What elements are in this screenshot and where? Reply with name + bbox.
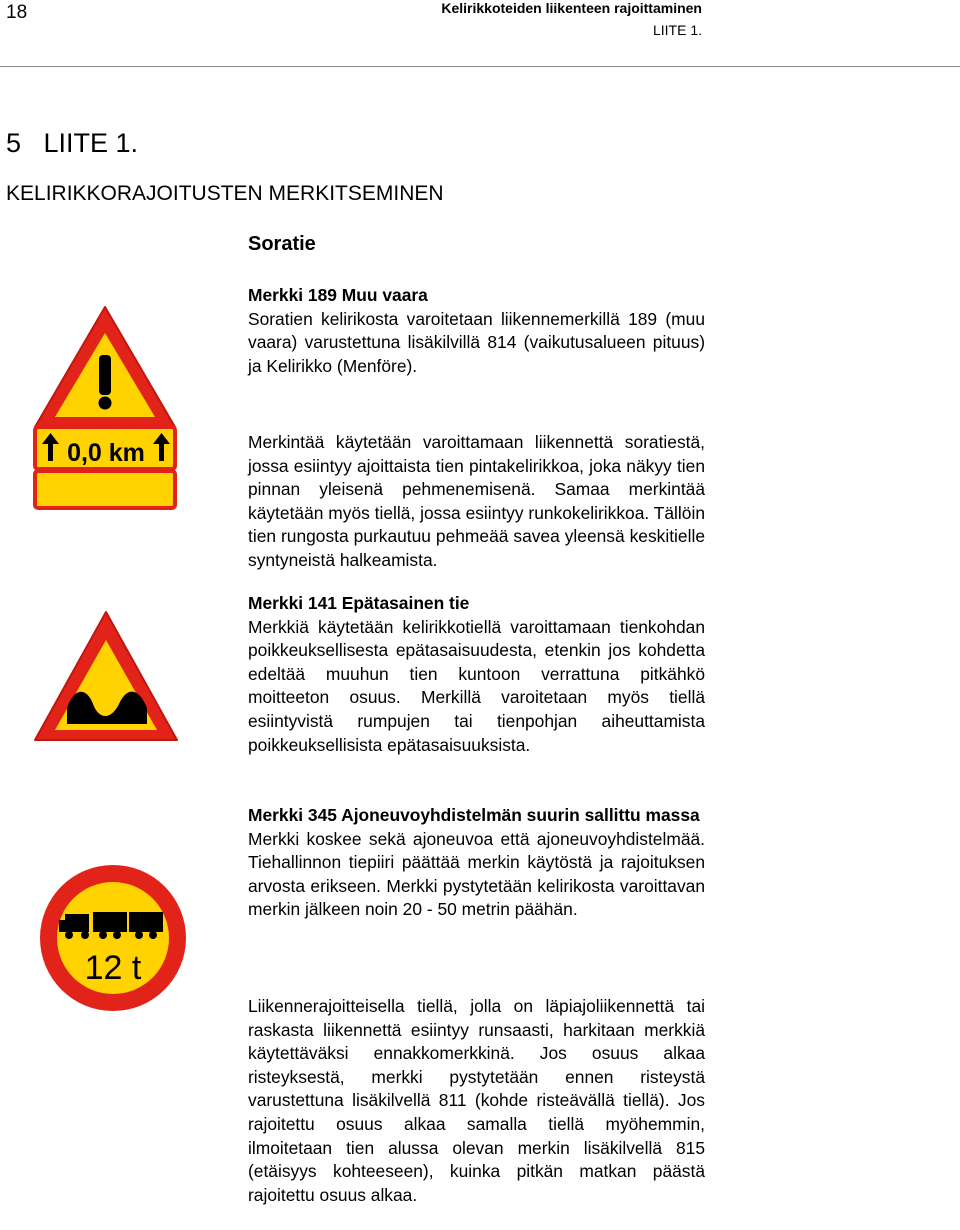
closing-paragraph: Liikennerajoitteisella tiellä, jolla on läpiajoliikennettä tai raskasta liikennettä esiintyy runsaasti, harkitaan merkkiä käytettäväksi ennakkomerkkinä. Jos osuus alkaa risteyksestä, merkki pystytetään ennen risteystä varustettuna lisäkilvellä 811 (kohde risteävällä tiellä). Jos rajoitettu osuus alkaa samalla tiellä myöhemmin, ilmoitetaan tien alussa olevan merkin lisäkilvellä 815 (etäisyys kohteeseen), kuinka pitkän matkan päästä rajoitettu osuus alkaa. [248, 996, 705, 1205]
header-divider [0, 66, 960, 67]
sign-141-body: Merkkiä käytetään kelirikkotiellä varoittamaan tienkohdan poikkeuksellisesta epätasaisuudesta, etenkin jos kohdetta edeltää muuhun tien kuntoon verrattuna pitkähkö moitteeton osuus. Merkillä varoitetaan myös tiellä esiintyvistä rumpujen tai tienpohjan aiheuttamista poikkeuksellisista epätasaisuuksista. [248, 616, 705, 755]
chapter-heading: 5 LIITE 1. [6, 128, 139, 158]
truck-combination-weight-sign-icon [37, 862, 189, 1014]
sign-189-usage [248, 431, 705, 573]
sign-189-section [248, 284, 705, 378]
sign-345-section [248, 804, 705, 922]
plate-distance-text: 0,0 km [67, 439, 145, 467]
sign-345-body: Merkki koskee sekä ajoneuvoa että ajoneuvoyhdistelmää. Tiehallinnon tiepiiri päättää merkin käytöstä ja rajoituksen arvosta erikseen. Merkki pystytetään kelirikosta varoittavan merkin jälkeen noin 20 - 50 metrin päähän. [248, 828, 705, 920]
subsection-title: Soratie [248, 233, 316, 255]
sign-189-usage-body: Merkintää käytetään varoittamaan liikennettä soratiestä, jossa esiintyy ajoittaista tien pintakelirikkoa, joka näkyy tien pinnan yleisenä pehmenemisenä. Samaa merkintää käytetään myös tiellä, jossa esiintyy runkokelirikkoa. Tällöin tien rungosta purkautuu pehmeää savea yleensä keskitielle syntyneistä halkeamista. [248, 432, 705, 570]
page-number: 18 [6, 2, 28, 23]
closing-section [248, 995, 705, 1207]
weight-limit-text: 12 t [84, 949, 142, 987]
uneven-road-sign-icon [31, 608, 181, 744]
running-header-title: Kelirikkoteiden liikenteen rajoittaminen [441, 0, 702, 16]
danger-exclamation-sign-icon [31, 303, 179, 511]
sign-189-body: Soratien kelirikosta varoitetaan liikennemerkillä 189 (muu vaara) varustettuna lisäkilvillä 814 (vaikutusalueen pituus) ja Kelirikko (Menföre). [248, 308, 705, 376]
sign-141-heading: Merkki 141 Epätasainen tie [248, 593, 470, 613]
sign-141-section [248, 592, 705, 757]
running-header-appendix: LIITE 1. [652, 22, 702, 38]
sign-189-heading: Merkki 189 Muu vaara [248, 285, 428, 305]
section-title: KELIRIKKORAJOITUSTEN MERKITSEMINEN [6, 182, 444, 205]
sign-345-heading: Merkki 345 Ajoneuvoyhdistelmän suurin sallittu massa [248, 805, 700, 825]
